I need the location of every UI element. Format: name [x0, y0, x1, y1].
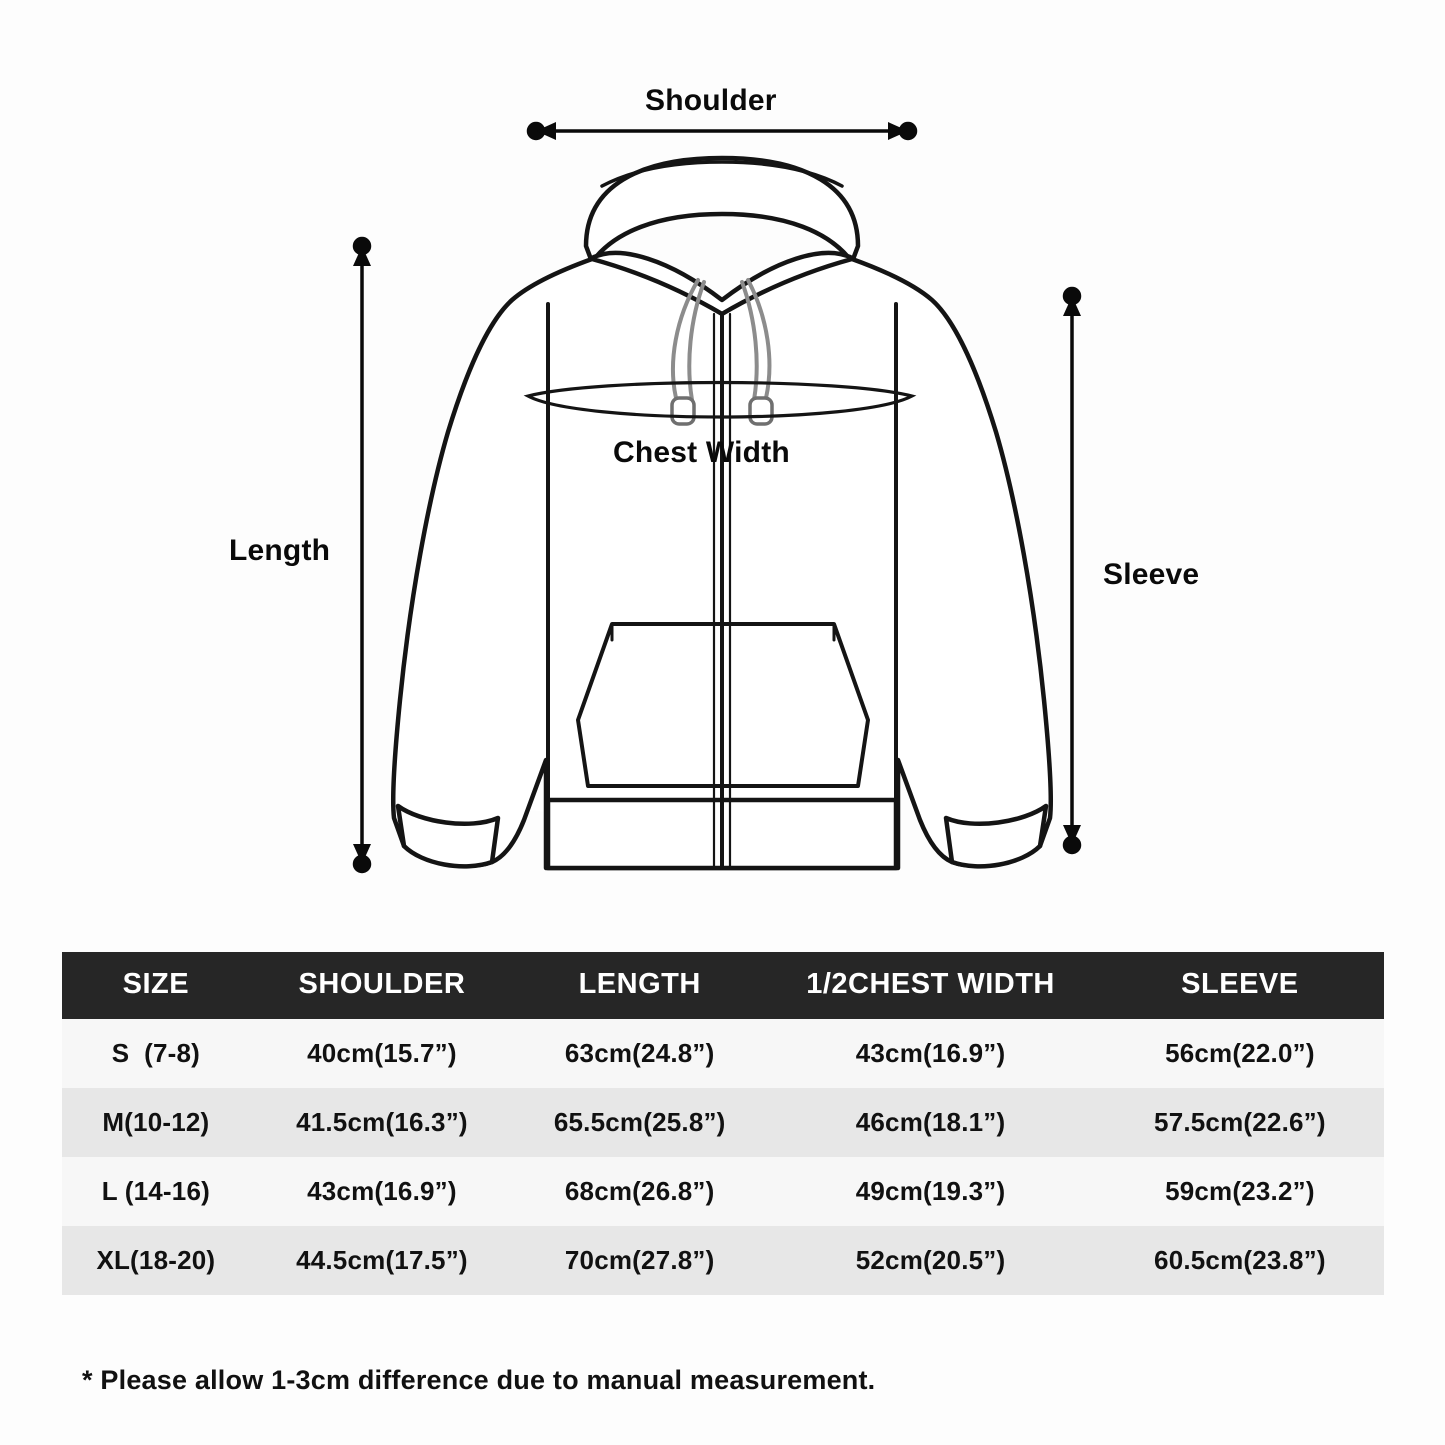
- column-header-length: LENGTH: [514, 952, 765, 1019]
- cell-size: XL(18-20): [62, 1226, 250, 1295]
- column-header-chest-width: 1/2CHEST WIDTH: [765, 952, 1096, 1019]
- measurement-disclaimer: * Please allow 1-3cm difference due to manual measurement.: [82, 1365, 876, 1395]
- table-row: [62, 1088, 1384, 1157]
- cell-sleeve: 57.5cm(22.6”): [1096, 1088, 1384, 1157]
- table-row: [62, 1226, 1384, 1295]
- cell-shoulder: 41.5cm(16.3”): [250, 1088, 514, 1157]
- cell-size: S (7-8): [62, 1019, 250, 1088]
- label-length: Length: [229, 534, 331, 567]
- cell-length: 68cm(26.8”): [514, 1157, 765, 1226]
- sleeve-dimension-arrow: [1063, 289, 1081, 853]
- cell-shoulder: 40cm(15.7”): [250, 1019, 514, 1088]
- table-header-row: [62, 952, 1384, 1019]
- column-header-shoulder: SHOULDER: [250, 952, 514, 1019]
- shoulder-dimension-arrow: [529, 122, 916, 140]
- column-header-sleeve: SLEEVE: [1096, 952, 1384, 1019]
- size-table: [62, 952, 1384, 1295]
- label-chest-width: Chest Width: [613, 436, 790, 469]
- cell-chest-width: 43cm(16.9”): [765, 1019, 1096, 1088]
- cell-shoulder: 44.5cm(17.5”): [250, 1226, 514, 1295]
- table-row: [62, 1019, 1384, 1088]
- label-sleeve: Sleeve: [1103, 558, 1200, 591]
- cell-sleeve: 59cm(23.2”): [1096, 1157, 1384, 1226]
- cell-size: L (14-16): [62, 1157, 250, 1226]
- label-shoulder: Shoulder: [645, 84, 777, 117]
- cell-length: 63cm(24.8”): [514, 1019, 765, 1088]
- cell-chest-width: 52cm(20.5”): [765, 1226, 1096, 1295]
- cell-size: M(10-12): [62, 1088, 250, 1157]
- size-table-wrapper: [62, 952, 1384, 1295]
- cell-length: 65.5cm(25.8”): [514, 1088, 765, 1157]
- column-header-size: SIZE: [62, 952, 250, 1019]
- cell-sleeve: 56cm(22.0”): [1096, 1019, 1384, 1088]
- cell-shoulder: 43cm(16.9”): [250, 1157, 514, 1226]
- cell-chest-width: 49cm(19.3”): [765, 1157, 1096, 1226]
- cell-sleeve: 60.5cm(23.8”): [1096, 1226, 1384, 1295]
- length-dimension-arrow: [353, 239, 371, 872]
- cell-length: 70cm(27.8”): [514, 1226, 765, 1295]
- hoodie-outline: [393, 158, 1051, 868]
- cell-chest-width: 46cm(18.1”): [765, 1088, 1096, 1157]
- table-row: [62, 1157, 1384, 1226]
